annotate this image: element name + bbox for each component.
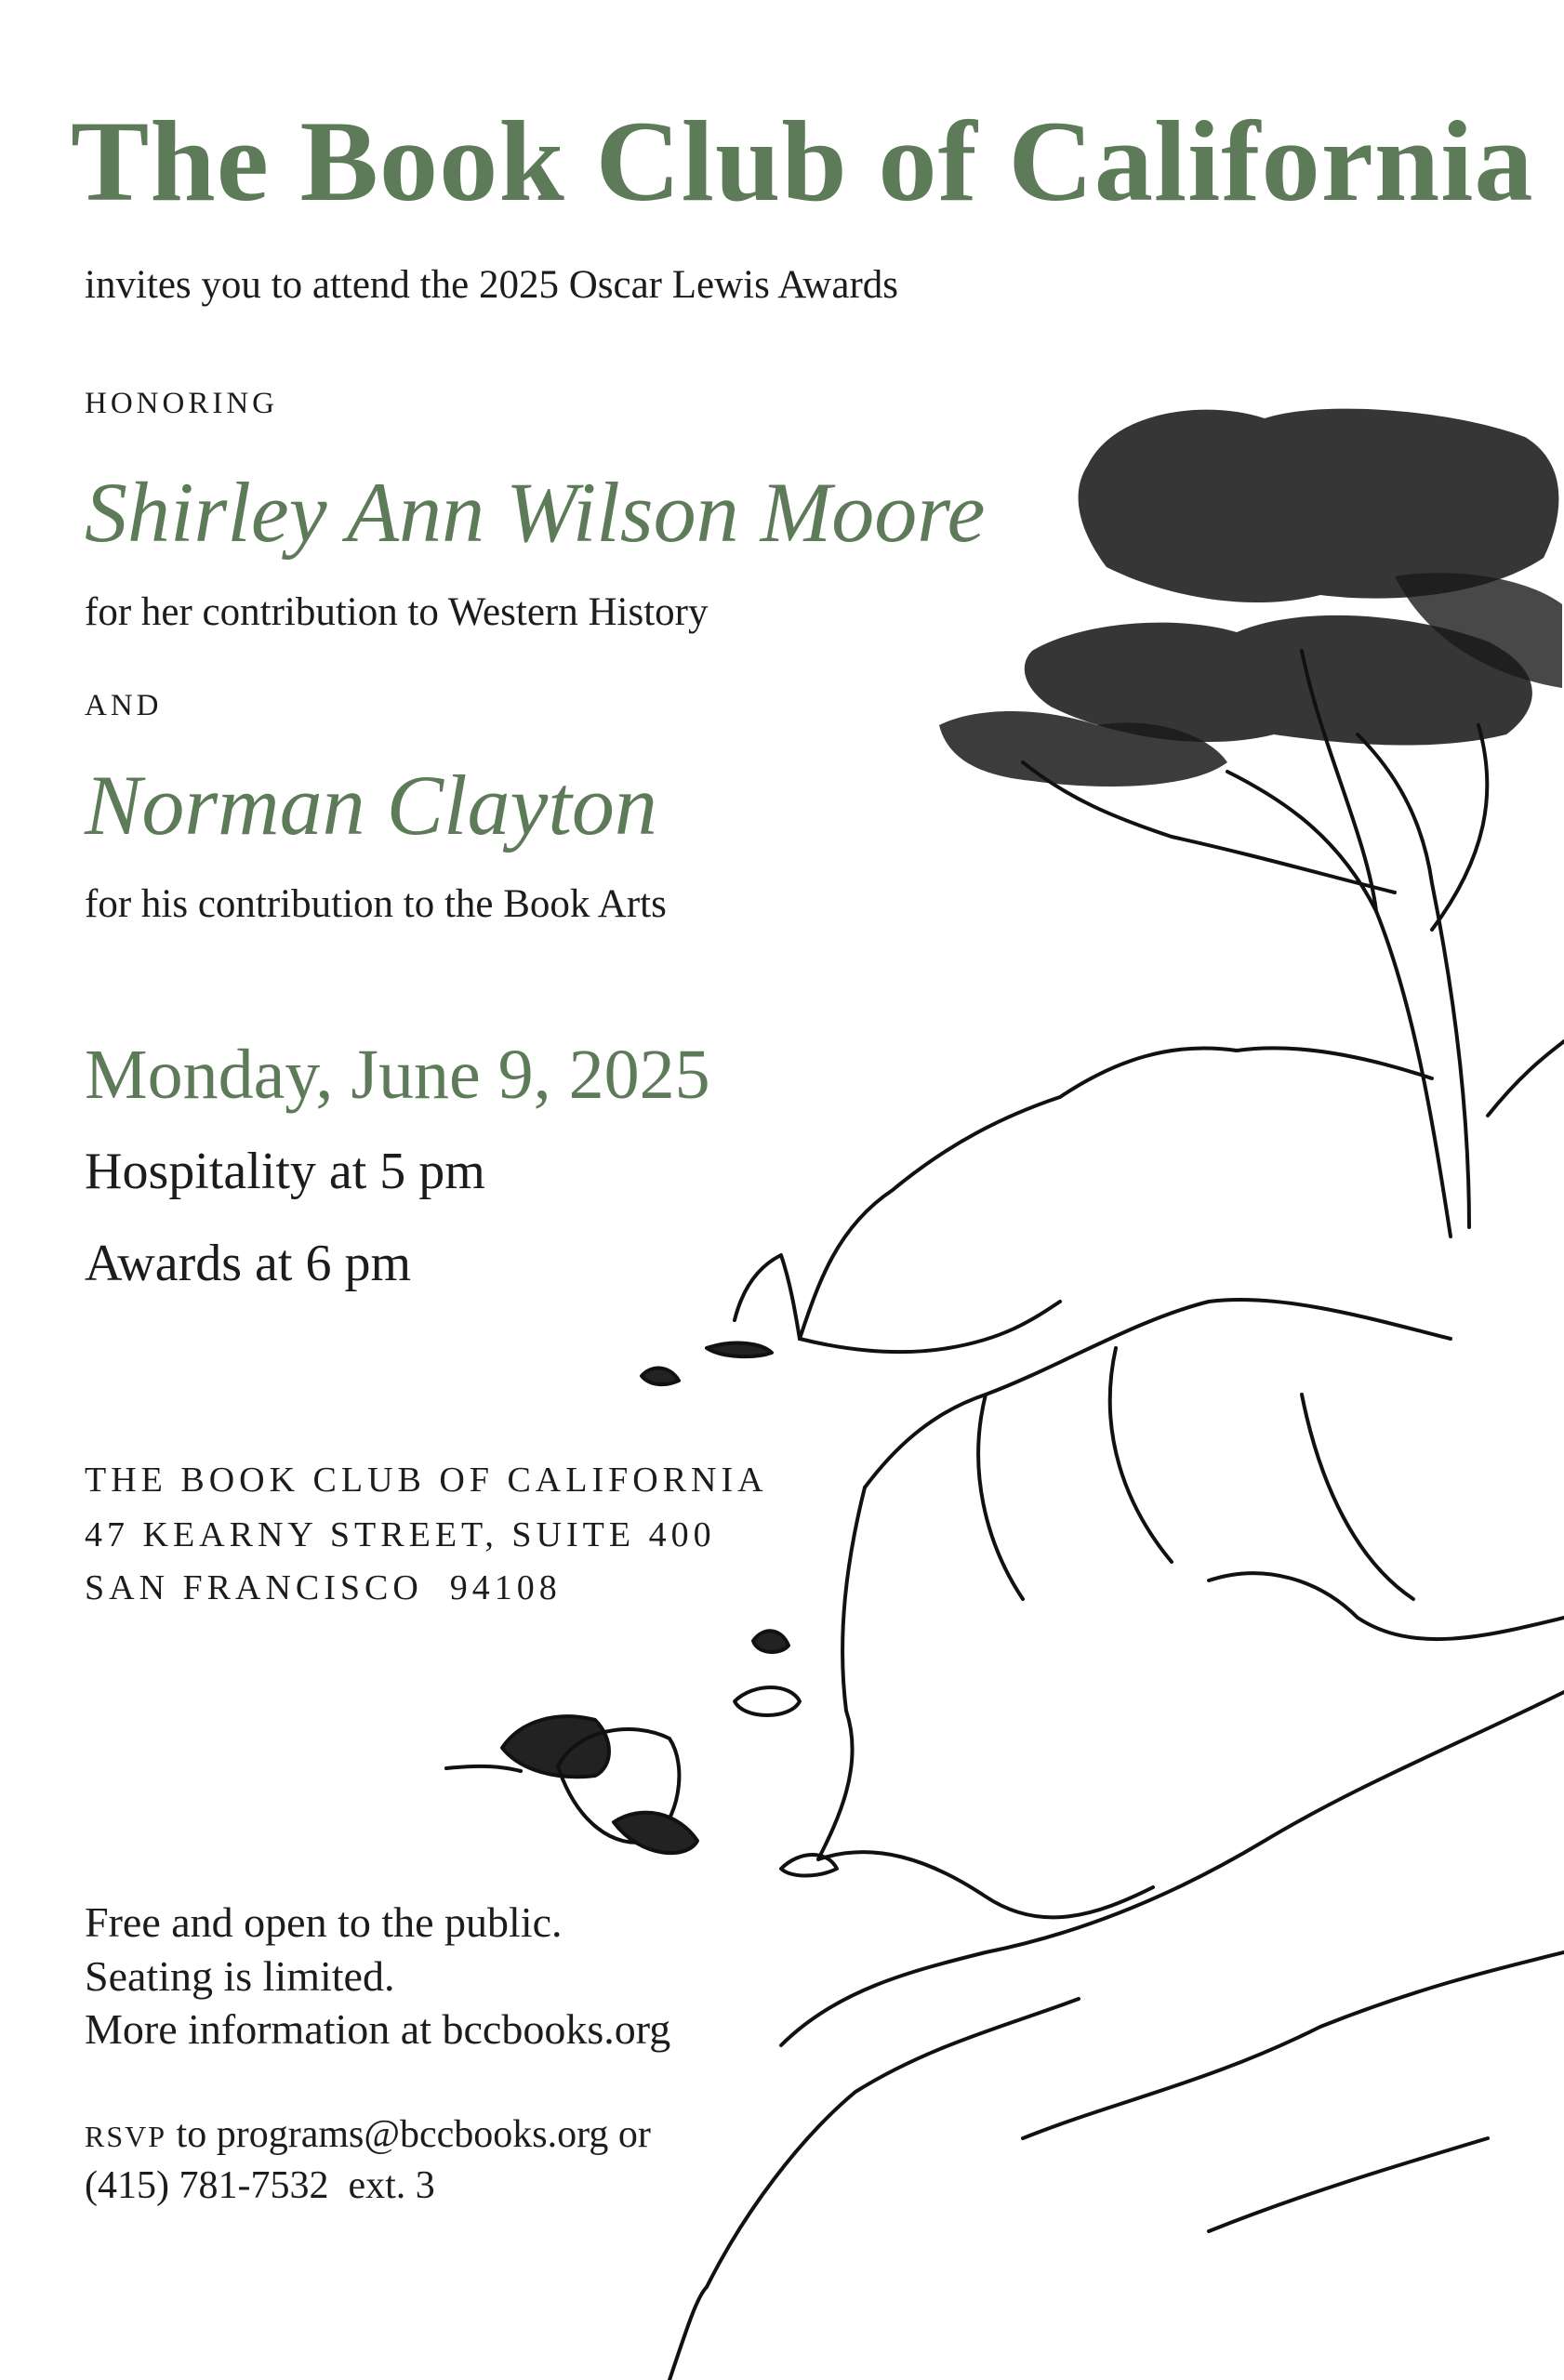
address-line-3: SAN FRANCISCO 94108 <box>85 1568 562 1607</box>
rsvp-phone: (415) 781-7532 ext. 3 <box>85 2164 435 2207</box>
honoring-label: HONORING <box>85 387 278 420</box>
info-free: Free and open to the public. <box>85 1898 563 1946</box>
honoree-name-2: Norman Clayton <box>85 758 657 853</box>
rsvp-label: RSVP <box>85 2120 167 2153</box>
address-line-2: 47 KEARNY STREET, SUITE 400 <box>85 1515 716 1554</box>
info-website: More information at bccbooks.org <box>85 2005 671 2053</box>
sea-rocks <box>446 1343 837 1876</box>
honoree-name-1: Shirley Ann Wilson Moore <box>85 465 986 560</box>
cliffs <box>669 1048 1564 2380</box>
honoree-contribution-2: for his contribution to the Book Arts <box>85 882 667 926</box>
event-date: Monday, June 9, 2025 <box>85 1036 710 1114</box>
honoree-contribution-1: for her contribution to Western History <box>85 590 709 634</box>
and-label: AND <box>85 689 163 722</box>
rsvp-email[interactable]: to programs@bccbooks.org or <box>166 2113 651 2156</box>
address-line-1: THE BOOK CLUB OF CALIFORNIA <box>85 1461 768 1500</box>
hospitality-time: Hospitality at 5 pm <box>85 1143 485 1200</box>
cypress-cliff-illustration <box>437 390 1564 2380</box>
tree-canopy <box>939 409 1562 787</box>
invitation-line: invites you to attend the 2025 Oscar Lewis Awards <box>85 263 898 307</box>
awards-time: Awards at 6 pm <box>85 1235 412 1292</box>
page-title: The Book Club of California <box>71 98 1534 225</box>
info-seating: Seating is limited. <box>85 1952 395 2000</box>
